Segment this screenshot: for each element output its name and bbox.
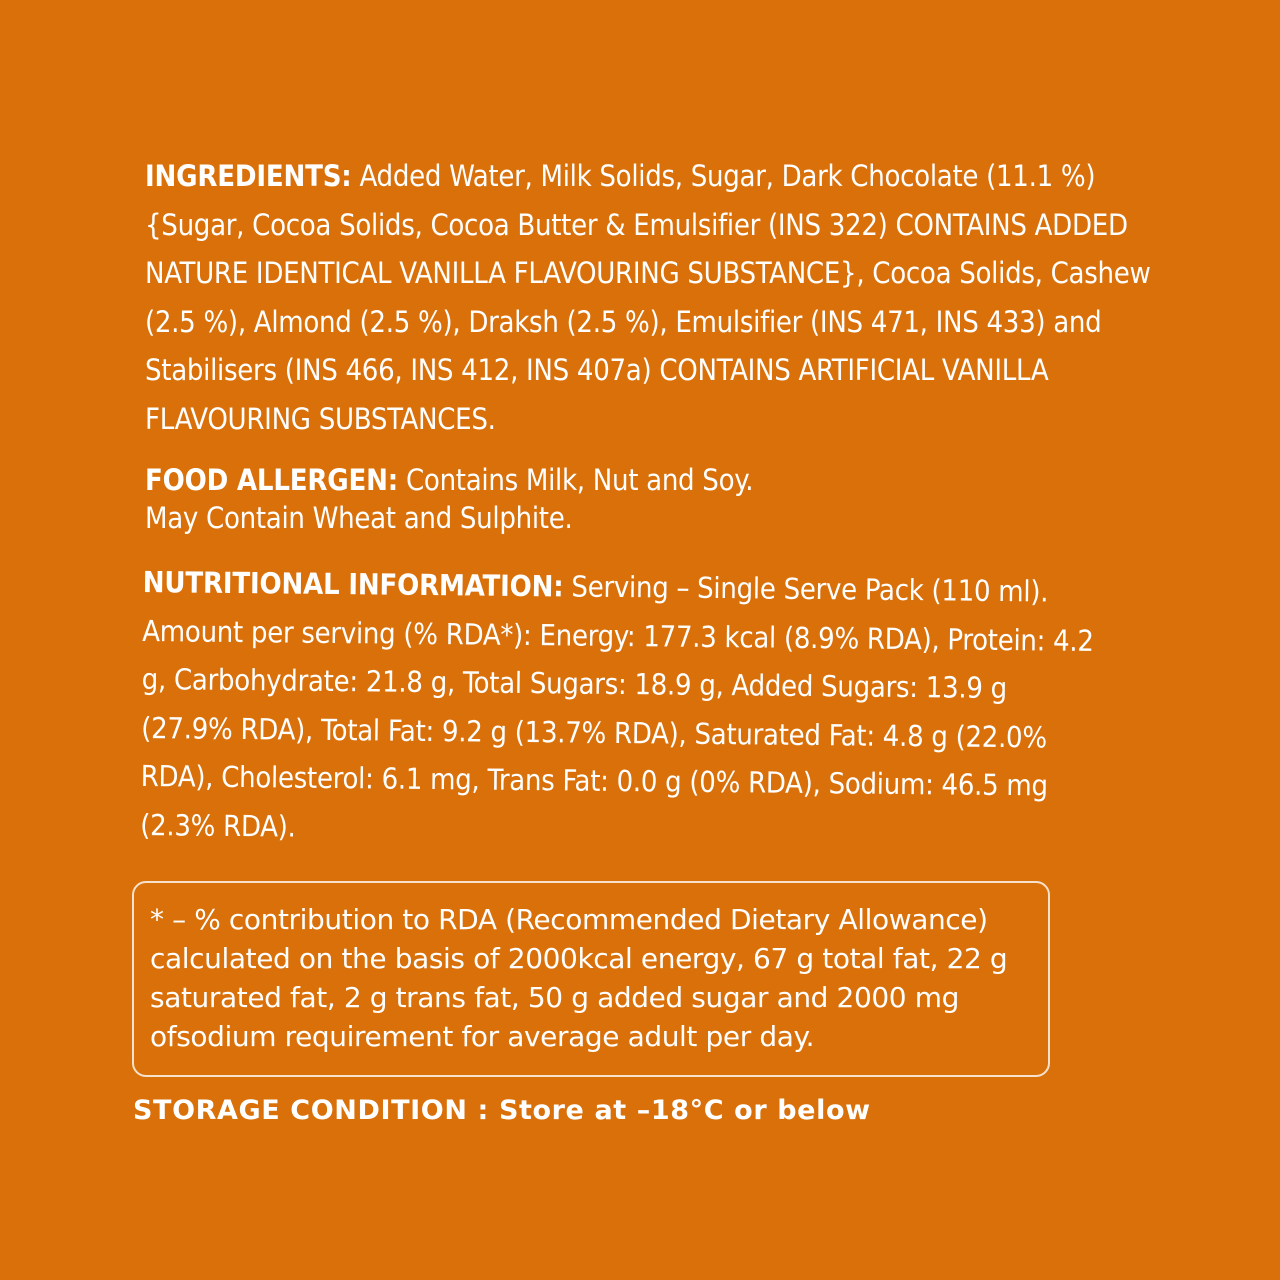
nutritional-information-heading: NUTRITIONAL INFORMATION:	[142, 564, 564, 604]
storage-condition: STORAGE CONDITION : Store at –18°C or below	[133, 1095, 871, 1126]
nutritional-information-section	[140, 558, 1103, 859]
nutritional-information-text: Serving – Single Serve Pack (110 ml). Amount per serving (% RDA*): Energy: 177.3 kcal (8.9% RDA), Protein: 4.2 g, Carbohydrate: 21.8 g, Total Sugars: 18.9 g, Added Sugars: 13.9 g (27.9% RDA), Total Fat: 9.2 g (13.7% RDA), Saturated Fat: 4.8 g (22.0% RDA), Cholesterol: 6.1 mg, Trans Fat: 0.0 g (0% RDA), Sodium: 46.5 mg (2.3% RDA).	[140, 569, 1094, 844]
ingredients-heading: INGREDIENTS:	[145, 159, 352, 193]
food-allergen-section	[145, 461, 1045, 537]
food-allergen-heading: FOOD ALLERGEN:	[145, 463, 398, 497]
food-allergen-may-contain: May Contain Wheat and Sulphite.	[145, 501, 573, 535]
ingredients-section	[145, 152, 1160, 443]
ingredients-text: Added Water, Milk Solids, Sugar, Dark Chocolate (11.1 %) {Sugar, Cocoa Solids, Cocoa Butter & Emulsifier (INS 322) CONTAINS ADDED NATURE IDENTICAL VANILLA FLAVOURING SUBSTANCE}, Cocoa Solids, Cashew (2.5 %), Almond (2.5 %), Draksh (2.5 %), Emulsifier (INS 471, INS 433) and Stabilisers (INS 466, INS 412, INS 407a) CONTAINS ARTIFICIAL VANILLA FLAVOURING SUBSTANCES.	[145, 159, 1151, 436]
food-allergen-contains: Contains Milk, Nut and Soy.	[398, 463, 754, 497]
rda-note-text: * – % contribution to RDA (Recommended Dietary Allowance) calculated on the basis of 2000kcal energy, 67 g total fat, 22 g saturated fat, 2 g trans fat, 50 g added sugar and 2000 mg ofsodium requirement for average adult per day.	[150, 903, 1008, 1053]
rda-note-box	[132, 881, 1050, 1077]
